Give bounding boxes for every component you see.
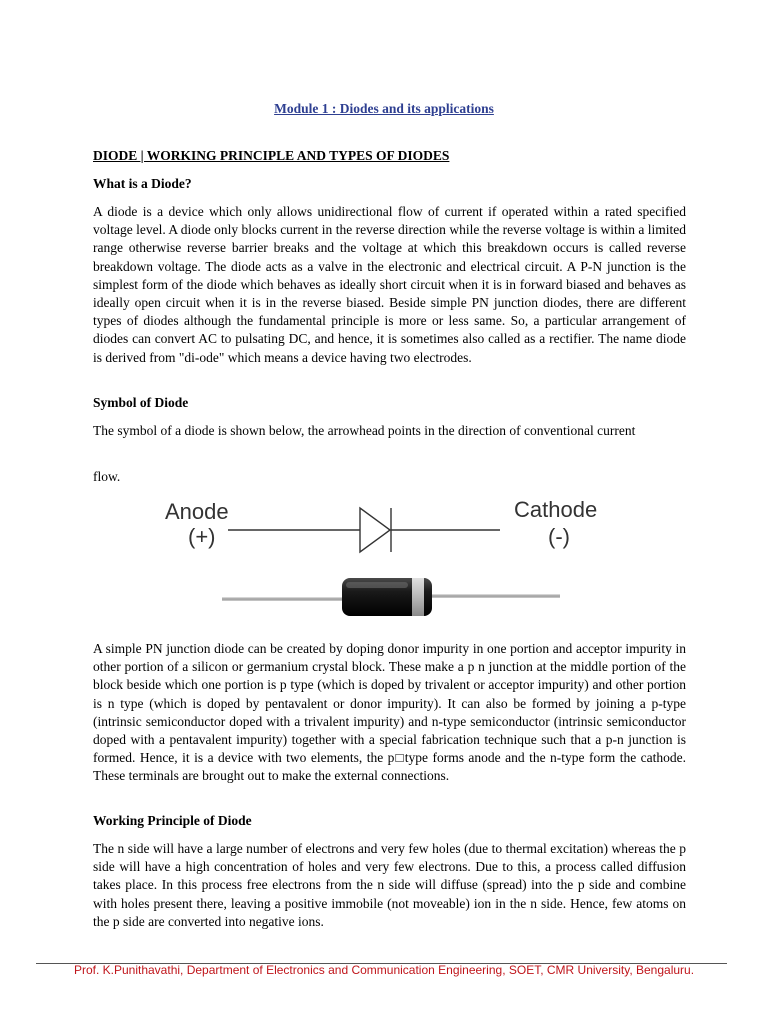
paragraph-symbol: The symbol of a diode is shown below, the arrowhead points in the direction of conventional current (93, 423, 636, 438)
section-heading-symbol: Symbol of Diode (93, 395, 189, 410)
diode-symbol-icon (228, 508, 500, 552)
footer-credit: Prof. K.Punithavathi, Department of Electronics and Communication Engineering, SOET, CMR University, Bengaluru. (73, 963, 695, 977)
section-heading-what-is-diode: What is a Diode? (93, 176, 192, 191)
cathode-sign: (-) (548, 524, 570, 549)
diode-figure (160, 490, 620, 625)
paragraph-working-principle: The n side will have a large number of electrons and very few holes (due to thermal excitation) whereas the p side will have a high concentration of holes and very few electrons. Due to this, a process called diffusion takes place. In this process free electrons from the n side will diffuse (spread) into the p side and combine with holes present there, leaving a positive immobile (not moveable) ion in the n side. Hence, few atoms on the p side are converted into negative ions. (93, 841, 686, 929)
diode-component-image (222, 578, 560, 616)
paragraph-pn-junction: A simple PN junction diode can be created by doping donor impurity in one portion and acceptor impurity in other portion of a silicon or germanium crystal block. These make a p n junction at the middle portion of the block beside which one portion is p type (which is doped by trivalent or acceptor impurity) and other portion is n type (which is doped by pentavalent or donor impurity). It can also be formed by joining a p-type (intrinsic semiconductor doped with a trivalent impurity) and n-type semiconductor (intrinsic semiconductor doped with a pentavalent impurity) together with a special fabrication technique such that a p-n junction is formed. Hence, it is a device with two elements, the p□type forms anode and the n-type form the cathode. These terminals are brought out to make the external connections. (93, 641, 686, 784)
main-heading: DIODE | WORKING PRINCIPLE AND TYPES OF DIODES (93, 148, 450, 163)
paragraph-symbol-tail: flow. (93, 469, 121, 484)
paragraph-what-is-diode: A diode is a device which only allows unidirectional flow of current if operated within a rated specified voltage level. A diode only blocks current in the reverse direction while the reverse voltage is within a limited range otherwise reverse barrier breaks and the voltage at which this breakdown occurs is called reverse breakdown voltage. The diode acts as a valve in the electronic and electrical circuit. A P-N junction is the simplest form of the diode which behaves as ideally short circuit when it is in forward biased and behaves as ideally open circuit when it is in the reverse biased. Beside simple PN junction diodes, there are different types of diodes although the fundamental principle is more or less same. So, a particular arrangement of diodes can convert AC to pulsating DC, and hence, it is sometimes also called as a rectifier. The name diode is derived from "di-ode" which means a device having two electrodes. (93, 204, 686, 365)
cathode-label: Cathode (514, 497, 598, 522)
anode-sign: (+) (188, 524, 216, 549)
section-heading-working-principle: Working Principle of Diode (93, 813, 252, 828)
module-title: Module 1 : Diodes and its applications (274, 101, 494, 116)
anode-label: Anode (165, 499, 229, 524)
